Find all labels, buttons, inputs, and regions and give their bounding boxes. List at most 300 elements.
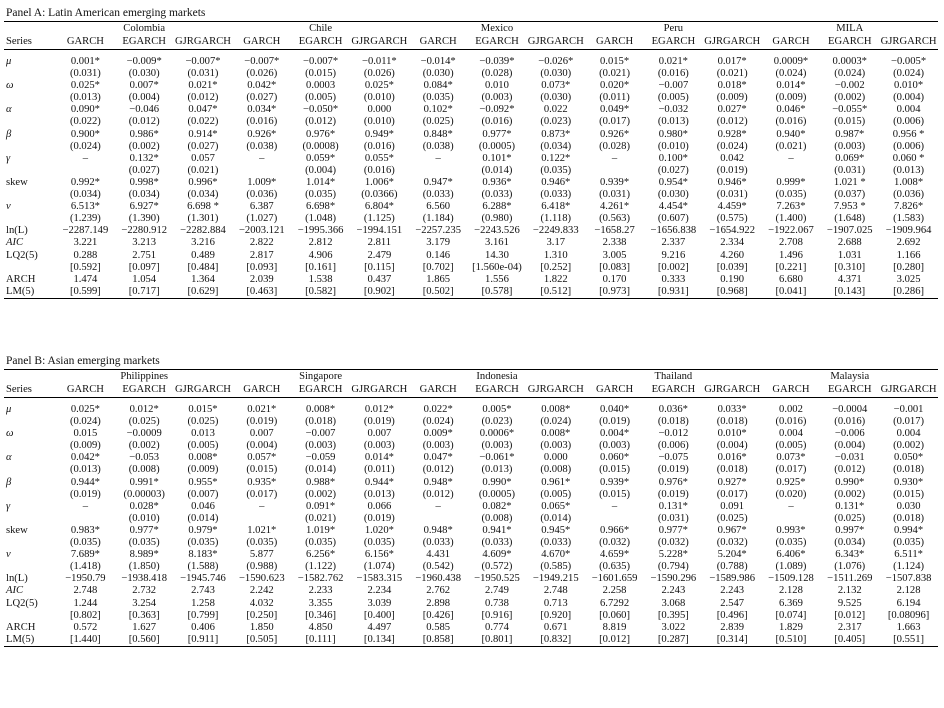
table-cell: 9.525 — [837, 597, 862, 609]
table-cell: (0.572) — [481, 561, 513, 573]
table-cell: 3.005 — [602, 249, 627, 261]
results-table — [4, 21, 938, 299]
table-cell: 0.976* — [306, 128, 336, 140]
table-row — [4, 585, 938, 597]
table-cell: (0.024) — [716, 140, 748, 152]
table-cell: 0.091* — [306, 500, 336, 512]
table-cell: 0.980* — [658, 128, 688, 140]
table-cell: 1.627 — [132, 621, 157, 633]
table-cell: 0.991* — [129, 476, 159, 488]
table-cell: 2.243 — [661, 585, 686, 597]
table-cell: (0.018) — [893, 512, 925, 524]
table-cell: (0.030) — [422, 68, 454, 80]
table-cell: 3.039 — [367, 597, 392, 609]
table-cell: (0.032) — [657, 537, 689, 549]
table-cell: (0.003) — [305, 440, 337, 452]
table-row — [4, 573, 938, 585]
table-cell — [585, 513, 644, 525]
table-cell: (0.032) — [716, 537, 748, 549]
table-cell: [0.629] — [174, 286, 233, 299]
row-label: ν — [6, 201, 11, 213]
table-cell: 0.021* — [188, 80, 218, 92]
table-cell: 0.131* — [835, 500, 865, 512]
table-row — [4, 141, 938, 153]
model-header: GJRGARCH — [880, 36, 937, 47]
row-label: β — [6, 128, 12, 140]
table-cell: 2.748 — [543, 585, 568, 597]
table-cell: 0.988* — [306, 476, 336, 488]
table-cell: 0.948* — [423, 476, 453, 488]
model-header: EGARCH — [475, 36, 519, 47]
table-cell: 1.031 — [837, 249, 862, 261]
table-cell: −0.032 — [658, 104, 689, 116]
table-cell: 0.967* — [717, 524, 747, 536]
row-label: β — [6, 476, 12, 488]
table-cell: 0.007 — [367, 428, 392, 440]
table-cell: 1.556 — [485, 273, 509, 285]
table-cell: 0.0003* — [832, 56, 867, 67]
table-cell: 7.263* — [776, 201, 806, 213]
table-cell: (0.034) — [69, 189, 101, 201]
table-cell: 0.406 — [191, 621, 215, 633]
model-header: GARCH — [596, 36, 634, 47]
table-cell: [0.093] — [246, 261, 278, 273]
table-cell: (0.007) — [187, 488, 219, 500]
table-cell: 0.940* — [776, 128, 806, 140]
table-cell: 0.914* — [188, 128, 218, 140]
table-cell: 2.338 — [602, 237, 627, 249]
table-cell: (0.012) — [305, 116, 337, 128]
table-cell: 1.258 — [191, 597, 215, 609]
table-cell: (1.122) — [305, 561, 337, 573]
table-cell: (0.033) — [422, 189, 454, 201]
table-cell: (0.035) — [363, 537, 395, 549]
table-cell: 1.364 — [191, 273, 215, 285]
row-label — [4, 440, 56, 452]
table-cell: (0.002) — [834, 92, 866, 104]
table-cell: −1994.151 — [356, 225, 403, 237]
table-cell: [0.911] — [174, 634, 233, 647]
model-header: GJRGARCH — [351, 36, 408, 47]
table-cell: 0.007 — [249, 428, 274, 440]
table-cell: – — [788, 500, 794, 512]
table-cell: (0.008) — [481, 512, 513, 524]
table-cell: 1.014* — [306, 176, 336, 188]
table-cell: 0.028* — [129, 500, 159, 512]
results-table — [4, 369, 938, 647]
table-cell: [0.405] — [820, 634, 879, 647]
table-cell: 2.258 — [602, 585, 627, 597]
table-cell: −2249.833 — [532, 225, 579, 237]
table-row — [4, 56, 938, 68]
table-cell: −1945.746 — [180, 573, 226, 585]
model-header: EGARCH — [122, 36, 166, 47]
table-row — [4, 622, 938, 634]
table-cell: (0.004) — [834, 440, 866, 452]
table-cell: 2.898 — [426, 597, 451, 609]
table-cell: 0.007* — [129, 80, 159, 92]
table-cell: 0.042* — [70, 452, 100, 464]
table-cell: [0.280] — [893, 261, 925, 273]
table-cell: (0.016) — [363, 140, 395, 152]
table-cell: (0.017) — [775, 464, 807, 476]
model-header: GARCH — [66, 36, 104, 47]
table-cell: (0.035) — [187, 537, 219, 549]
table-cell: 8.183* — [188, 549, 218, 561]
table-cell: 1.474 — [73, 273, 98, 285]
table-cell: 0.873* — [541, 128, 571, 140]
model-header: GJRGARCH — [880, 384, 937, 395]
table-cell: 0.333 — [661, 273, 686, 285]
table-cell: 0.954* — [658, 176, 688, 188]
row-label — [4, 513, 56, 525]
table-cell: 0.945* — [541, 524, 571, 536]
table-cell: −0.0004 — [832, 404, 868, 415]
row-label: μ — [6, 56, 12, 67]
table-row — [4, 537, 938, 549]
table-cell: [0.287] — [644, 634, 703, 647]
table-cell: (0.018) — [893, 464, 925, 476]
table-cell: 0.966* — [600, 524, 630, 536]
table-cell: 2.233 — [308, 585, 333, 597]
table-cell: 3.254 — [132, 597, 157, 609]
row-label: AIC — [6, 237, 24, 249]
table-cell: (0.013) — [657, 116, 689, 128]
row-label: LQ2(5) — [6, 249, 38, 261]
row-label — [4, 416, 56, 428]
table-cell: [0.400] — [363, 609, 395, 621]
table-cell: 0.015* — [188, 404, 218, 415]
table-cell: (0.033) — [422, 537, 454, 549]
table-cell: −1922.067 — [768, 225, 814, 237]
table-cell: 4.609* — [482, 549, 512, 561]
table-cell: 0.900* — [70, 128, 100, 140]
table-cell: – — [788, 152, 794, 164]
table-cell: 0.0009* — [773, 56, 809, 67]
table-cell: [0.426] — [422, 609, 454, 621]
table-row — [4, 286, 938, 299]
table-cell: 0.956 * — [892, 128, 925, 140]
table-row — [4, 177, 938, 189]
table-cell: 0.033* — [717, 404, 747, 415]
table-cell: 0.082* — [482, 500, 512, 512]
table-cell: 0.288 — [73, 249, 98, 261]
table-cell: 8.989* — [129, 549, 159, 561]
table-cell: 6.698 * — [187, 201, 219, 213]
country-header: Malaysia — [820, 370, 879, 384]
table-cell: 8.819 — [602, 621, 627, 633]
table-row — [4, 189, 938, 201]
table-cell: 0.047* — [423, 452, 453, 464]
table-cell: (1.118) — [540, 213, 572, 225]
table-cell — [56, 165, 115, 177]
table-cell: (0.00003) — [123, 488, 165, 500]
table-cell: 6.418* — [541, 201, 571, 213]
table-cell: −0.075 — [658, 452, 689, 464]
table-cell: 0.047* — [188, 104, 218, 116]
table-cell: (1.583) — [893, 213, 925, 225]
table-cell: (0.0005) — [478, 140, 516, 152]
table-cell: −0.009* — [126, 56, 162, 67]
table-cell: −2282.884 — [180, 225, 226, 237]
country-header: Colombia — [115, 22, 174, 36]
table-cell: 0.084* — [423, 80, 453, 92]
table-cell: 0.992* — [70, 176, 100, 188]
table-cell: 0.042* — [247, 80, 277, 92]
table-cell: 6.256* — [306, 549, 336, 561]
model-header: GARCH — [419, 384, 457, 395]
table-cell: 0.941* — [482, 524, 512, 536]
table-cell: [0.08096] — [887, 609, 930, 621]
series-header: Series — [6, 36, 32, 47]
table-cell: (0.003) — [481, 440, 513, 452]
table-cell: [0.161] — [305, 261, 337, 273]
table-cell: −0.061* — [479, 452, 515, 464]
table-cell: (0.013) — [363, 488, 395, 500]
table-cell: [0.314] — [703, 634, 762, 647]
table-cell: [0.916] — [481, 609, 513, 621]
table-cell: [0.097] — [128, 261, 160, 273]
row-label: ln(L) — [6, 573, 28, 585]
table-cell: 0.996* — [188, 176, 218, 188]
table-cell: 0.585 — [426, 621, 451, 633]
table-cell: 1.829 — [779, 621, 803, 633]
table-cell: 0.944* — [364, 476, 394, 488]
table-cell: −1656.838 — [650, 225, 697, 237]
table-cell: 0.046* — [776, 104, 806, 116]
table-row — [4, 477, 938, 489]
table-cell: −0.007* — [244, 56, 280, 67]
country-header: Indonesia — [468, 370, 527, 384]
table-cell: 6.343* — [835, 549, 865, 561]
table-cell: (0.023) — [481, 416, 513, 428]
table-cell: [0.143] — [820, 286, 879, 299]
table-cell: (0.016) — [363, 164, 395, 176]
table-cell: [1.440] — [56, 634, 115, 647]
table-cell: (0.018) — [657, 416, 689, 428]
table-cell: 0.190 — [720, 273, 745, 285]
table-cell: 0.025* — [364, 80, 394, 92]
country-header: Mexico — [468, 22, 527, 36]
table-cell: −0.050* — [303, 104, 339, 116]
table-cell: −0.007* — [303, 56, 339, 67]
table-cell: 0.004 — [779, 428, 803, 440]
table-cell: [0.083] — [599, 261, 631, 273]
table-row — [4, 92, 938, 104]
table-cell: (1.418) — [69, 561, 101, 573]
table-cell: [0.510] — [762, 634, 821, 647]
table-cell: (0.025) — [834, 512, 866, 524]
table-cell: 6.680 — [779, 273, 803, 285]
table-cell: [0.310] — [834, 261, 866, 273]
table-cell: (0.011) — [599, 92, 630, 104]
table-cell: 0.049* — [600, 104, 630, 116]
table-cell: 0.100* — [658, 152, 688, 164]
table-cell: [0.111] — [291, 634, 350, 647]
table-cell: 0.949* — [364, 128, 394, 140]
table-cell: (0.027) — [128, 164, 160, 176]
table-cell: 0.015 — [73, 428, 98, 440]
table-cell: 4.260 — [720, 249, 745, 261]
table-cell: 1.008* — [894, 176, 924, 188]
table-cell: [0.346] — [305, 609, 337, 621]
table-cell: 2.317 — [837, 621, 862, 633]
table-cell: (0.031) — [69, 68, 101, 80]
table-cell: (0.016) — [246, 116, 278, 128]
table-cell: (0.006) — [893, 140, 925, 152]
table-cell: −1583.315 — [356, 573, 403, 585]
model-header: EGARCH — [827, 36, 872, 47]
table-cell: 0.671 — [543, 621, 568, 633]
table-row — [4, 153, 938, 165]
table-cell: 1.021* — [247, 524, 277, 536]
table-cell: 0.055* — [364, 152, 394, 164]
model-header: GARCH — [419, 36, 457, 47]
table-cell: (1.089) — [775, 561, 807, 573]
table-cell: (0.015) — [305, 68, 337, 80]
table-cell: 2.817 — [249, 249, 274, 261]
table-cell: (1.184) — [422, 213, 454, 225]
table-cell: 0.000 — [543, 452, 568, 464]
model-header: GARCH — [243, 384, 281, 395]
table-cell: −1590.296 — [650, 573, 697, 585]
table-cell: (0.794) — [657, 561, 689, 573]
table-cell: (0.002) — [893, 440, 925, 452]
table-cell: (0.036) — [893, 189, 925, 201]
table-cell: (0.008) — [540, 464, 572, 476]
table-cell: 0.936* — [482, 176, 512, 188]
row-label — [4, 68, 56, 80]
table-cell: 0.935* — [247, 476, 277, 488]
table-cell: (0.027) — [187, 140, 219, 152]
table-cell: 0.022 — [543, 104, 568, 116]
table-cell: (0.034) — [834, 537, 866, 549]
table-cell: [0.115] — [364, 261, 395, 273]
table-cell: [0.134] — [350, 634, 409, 647]
table-cell: [0.599] — [56, 286, 115, 299]
table-cell: [0.920] — [540, 609, 572, 621]
table-cell: 0.042 — [720, 152, 745, 164]
table-cell: (0.038) — [246, 140, 278, 152]
table-cell: −1601.659 — [591, 573, 638, 585]
table-cell: 0.977* — [658, 524, 688, 536]
row-label: ω — [6, 428, 14, 440]
table-cell: (1.239) — [69, 213, 101, 225]
table-cell: 0.016* — [717, 452, 747, 464]
table-cell: (0.024) — [893, 68, 925, 80]
table-cell: −1950.525 — [474, 573, 520, 585]
table-cell: −0.031 — [834, 452, 865, 464]
table-cell: −1589.986 — [709, 573, 756, 585]
table-cell: −1654.922 — [709, 225, 756, 237]
table-cell: (0.019) — [716, 164, 748, 176]
table-cell: [0.060] — [599, 609, 631, 621]
table-cell: 2.692 — [896, 237, 921, 249]
table-cell: 6.511* — [894, 549, 923, 561]
table-cell: (0.035) — [893, 537, 925, 549]
table-cell: – — [611, 152, 618, 164]
row-label — [4, 262, 56, 274]
table-cell: (0.035) — [540, 164, 572, 176]
table-cell: (0.035) — [775, 189, 807, 201]
table-cell: −0.006 — [834, 428, 865, 440]
row-label — [4, 116, 56, 128]
table-cell: [0.578] — [468, 286, 527, 299]
table-cell: 0.010 — [485, 80, 509, 92]
table-cell: 0.073* — [776, 452, 806, 464]
row-label — [4, 165, 56, 177]
table-cell: (0.025) — [422, 116, 454, 128]
row-label: LQ2(5) — [6, 597, 38, 609]
table-cell: 0.977* — [482, 128, 512, 140]
table-cell: 0.132* — [129, 152, 159, 164]
table-row — [4, 68, 938, 80]
table-row — [4, 80, 938, 92]
table-cell: (0.017) — [716, 488, 748, 500]
table-cell: (1.588) — [187, 561, 219, 573]
panel-title: Panel B: Asian emerging markets — [6, 355, 160, 367]
model-header: GARCH — [66, 384, 104, 395]
table-cell: 1.166 — [896, 249, 921, 261]
table-cell: [0.363] — [128, 609, 160, 621]
table-cell: (0.008) — [128, 464, 160, 476]
table-cell: −0.002 — [834, 80, 865, 92]
table-cell: 0.021* — [247, 404, 277, 415]
table-cell: −1938.418 — [121, 573, 168, 585]
table-cell: 0.004 — [896, 104, 921, 116]
table-cell: 0.018* — [717, 80, 747, 92]
row-label — [4, 464, 56, 476]
table-cell: −0.046 — [129, 104, 160, 116]
table-row — [4, 213, 938, 225]
model-header: GARCH — [772, 384, 810, 395]
table-cell: (0.031) — [716, 189, 748, 201]
table-cell: 0.939* — [600, 476, 630, 488]
table-cell: (0.014) — [540, 512, 572, 524]
table-cell: [0.012] — [834, 609, 866, 621]
table-cell: (0.013) — [893, 164, 925, 176]
table-cell: [0.968] — [703, 286, 762, 299]
table-cell — [585, 165, 644, 177]
table-cell: [0.252] — [540, 261, 572, 273]
table-row — [4, 262, 938, 274]
table-cell: (0.027) — [246, 92, 278, 104]
table-cell: 0.101* — [482, 152, 512, 164]
table-cell — [762, 165, 821, 177]
table-cell: [0.702] — [422, 261, 454, 273]
series-header: Series — [6, 384, 32, 395]
table-cell: 1.020* — [364, 524, 394, 536]
table-cell: −1949.215 — [532, 573, 579, 585]
table-cell: 1.019* — [306, 524, 336, 536]
table-cell: 6.156* — [364, 549, 394, 561]
table-cell: 2.242 — [249, 585, 274, 597]
table-cell: (0.018) — [305, 416, 337, 428]
table-cell: 0.993* — [776, 524, 806, 536]
row-label — [4, 141, 56, 153]
table-cell: (1.125) — [363, 213, 395, 225]
row-label — [4, 561, 56, 573]
table-cell: (0.002) — [305, 488, 337, 500]
table-cell: 6.387 — [249, 201, 274, 213]
table-cell: (0.015) — [246, 464, 278, 476]
row-label: LM(5) — [4, 286, 56, 299]
table-row — [4, 513, 938, 525]
table-cell: (0.012) — [422, 464, 454, 476]
table-cell: 0.713 — [543, 597, 568, 609]
model-header: GJRGARCH — [704, 384, 761, 395]
table-cell: (0.005) — [187, 440, 219, 452]
